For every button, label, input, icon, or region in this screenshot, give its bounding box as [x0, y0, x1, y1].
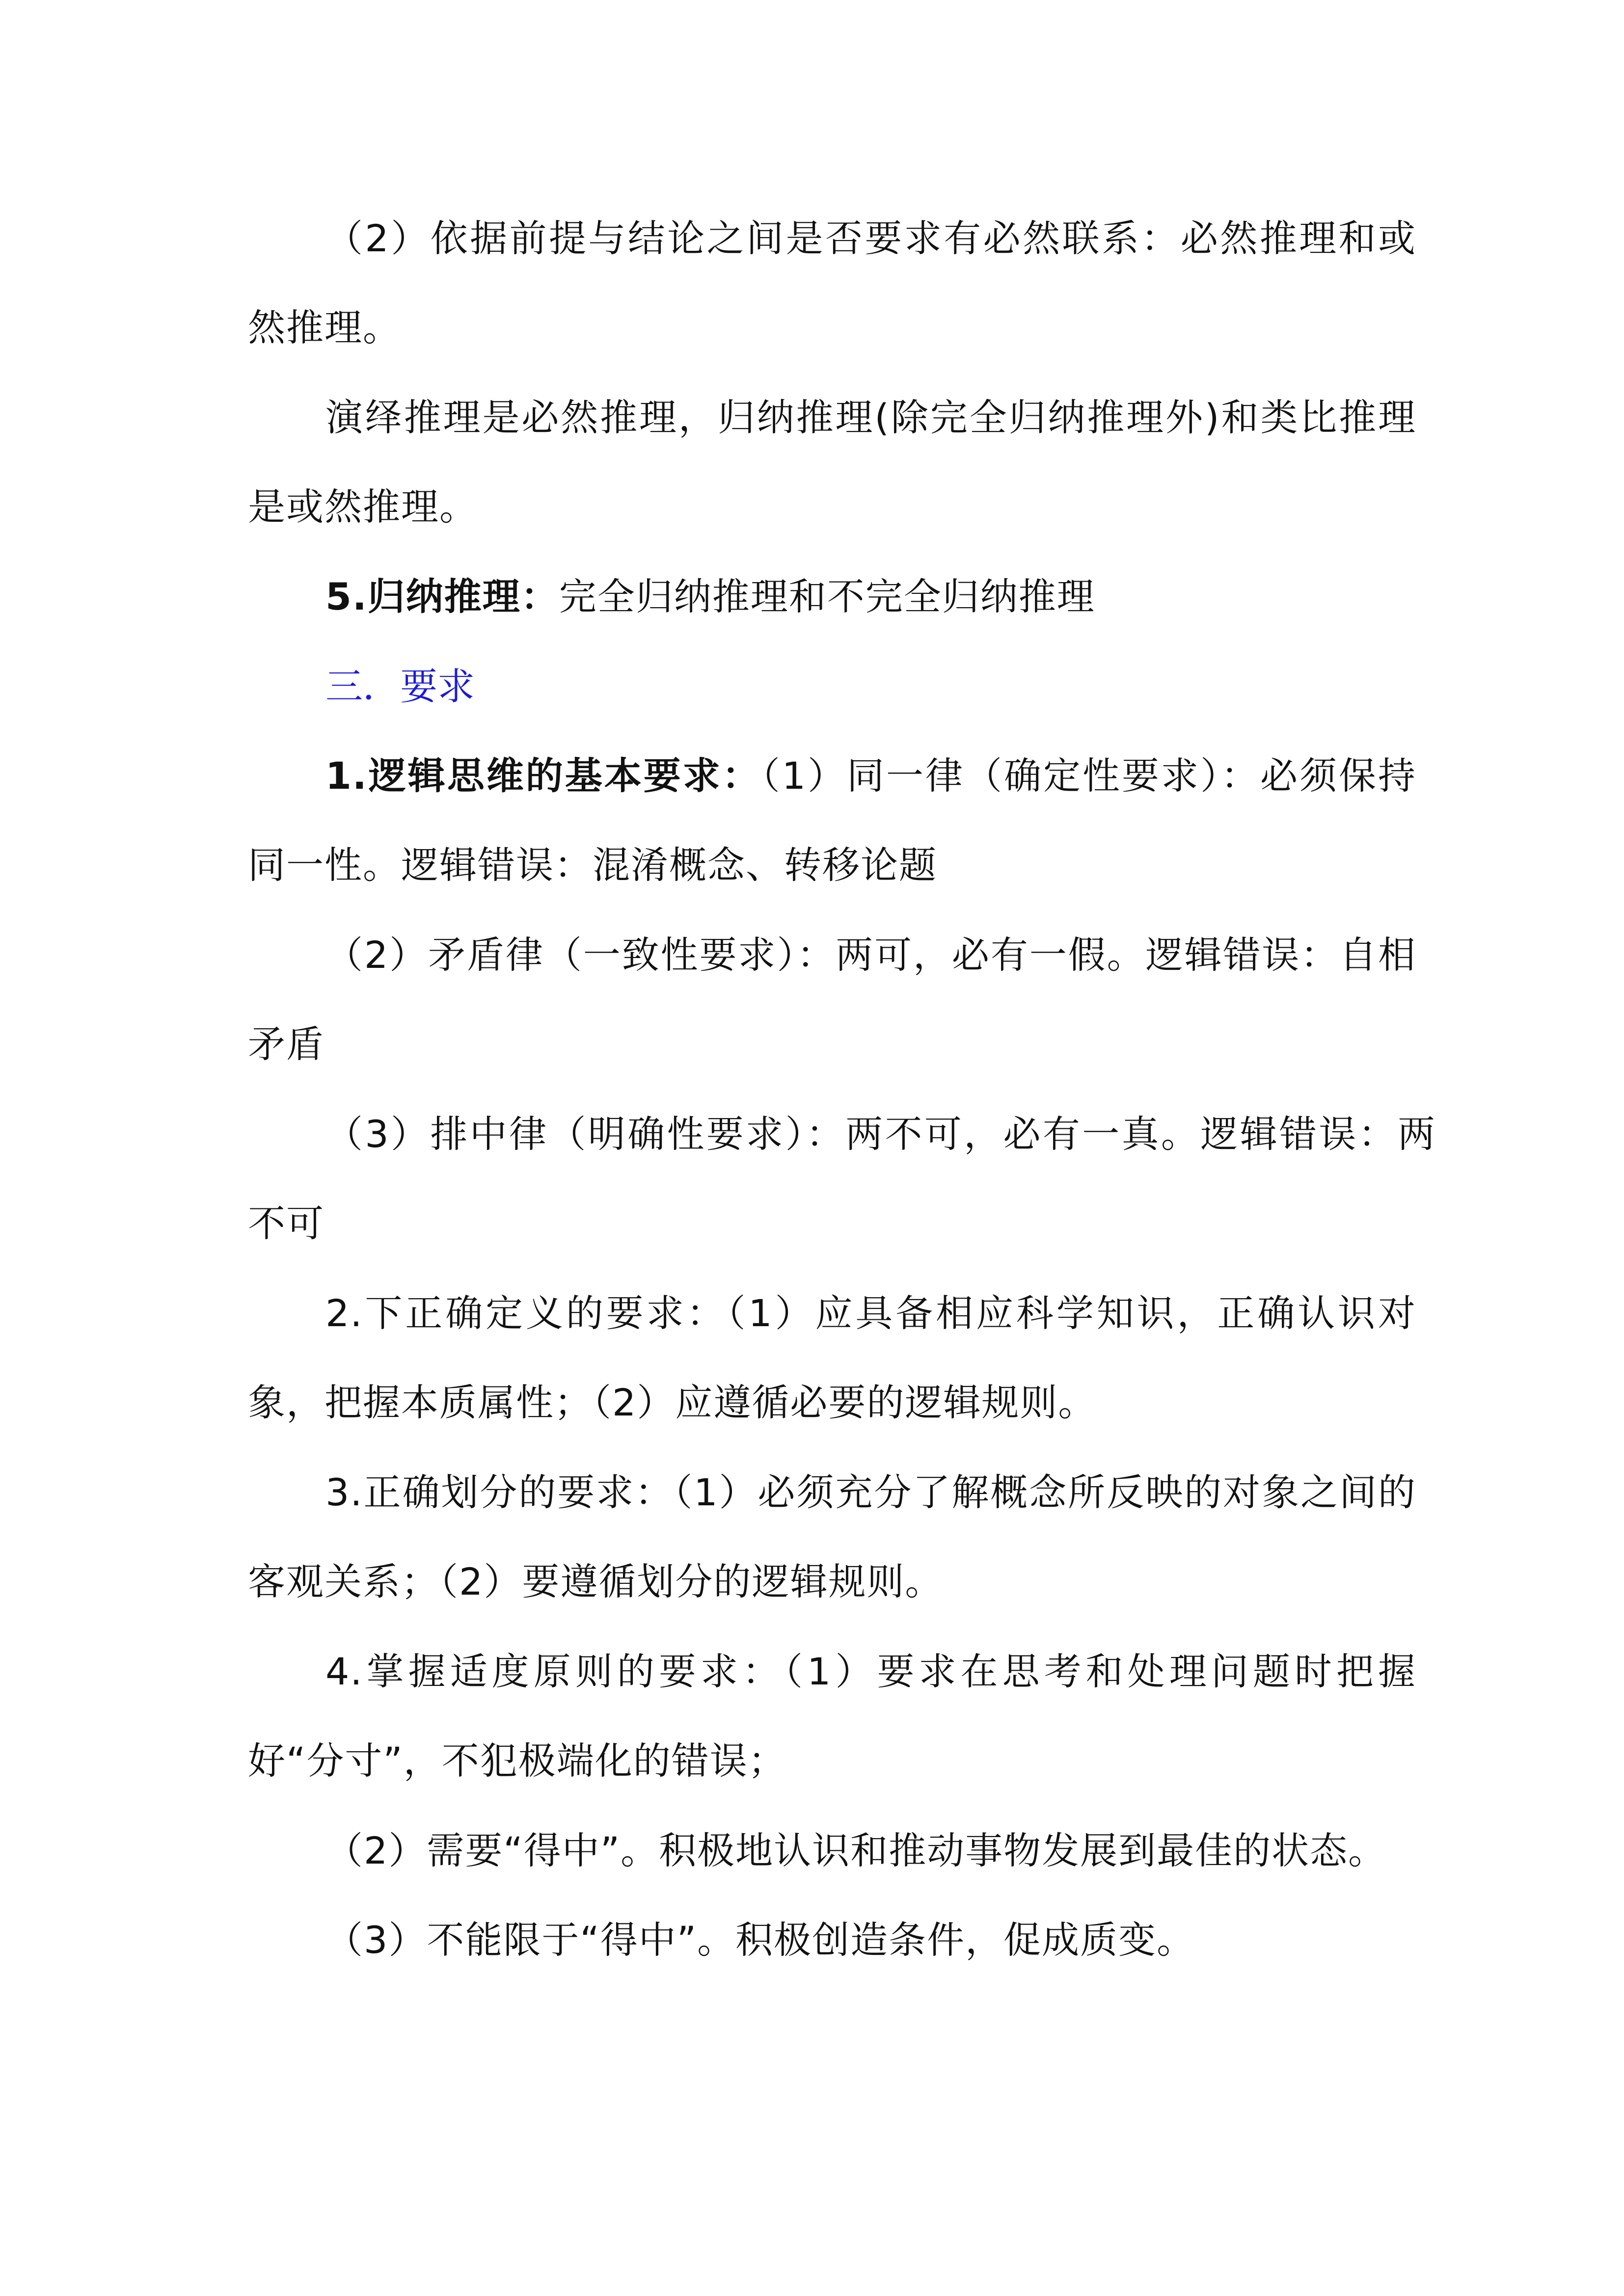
paragraph-logic-basic-requirements [248, 731, 1416, 910]
paragraph-law-of-contradiction [248, 910, 1416, 1089]
paragraph-moderation-point-2 [248, 1806, 1436, 1896]
paragraph-text: （2）依据前提与结论之间是否要求有必然联系：必然推理和或然推理。 [248, 216, 1416, 349]
paragraph-deduction-induction [248, 373, 1416, 552]
paragraph-text: （2）矛盾律（一致性要求）：两可，必有一假。逻辑错误：自相矛盾 [248, 933, 1416, 1066]
paragraph-text: （2）需要“得中”。积极地认识和推动事物发展到最佳的状态。 [325, 1829, 1387, 1872]
paragraph-text: （3）排中律（明确性要求）：两不可，必有一真。逻辑错误：两不可 [248, 1112, 1436, 1245]
paragraph-text: （1）同一律（确定性要求）：必须保持同一性。逻辑错误：混淆概念、转移论题 [248, 754, 1416, 887]
paragraph-text: 3.正确划分的要求：（1）必须充分了解概念所反映的对象之间的客观关系；（2）要遵循划分的逻辑规则。 [248, 1470, 1416, 1603]
paragraph-text: 完全归纳推理和不完全归纳推理 [559, 575, 1095, 618]
section-heading-requirements: 三．要求 [325, 665, 475, 708]
paragraph-text: 4.掌握适度原则的要求：（1）要求在思考和处理问题时把握好“分寸”，不犯极端化的错误； [248, 1650, 1416, 1783]
paragraph-bold-lead: 5.归纳推理： [325, 575, 559, 618]
paragraph-bold-lead: 1.逻辑思维的基本要求： [325, 754, 761, 798]
paragraph-definition-requirements [248, 1269, 1416, 1447]
paragraph-text: 2.下正确定义的要求：（1）应具备相应科学知识，正确认识对象，把握本质属性；（2）应遵循必要的逻辑规则。 [248, 1291, 1416, 1424]
paragraph-moderation-requirements [248, 1627, 1416, 1806]
paragraph-text: （3）不能限于“得中”。积极创造条件，促成质变。 [325, 1918, 1195, 1962]
paragraph-inference-necessity [248, 194, 1416, 373]
paragraph-moderation-point-3 [248, 1896, 1416, 1985]
paragraph-text: 演绎推理是必然推理，归纳推理(除完全归纳推理外)和类比推理是或然推理。 [248, 396, 1416, 529]
paragraph-division-requirements [248, 1448, 1416, 1627]
paragraph-induction-types [248, 552, 1416, 641]
paragraph-law-of-excluded-middle [248, 1090, 1436, 1268]
